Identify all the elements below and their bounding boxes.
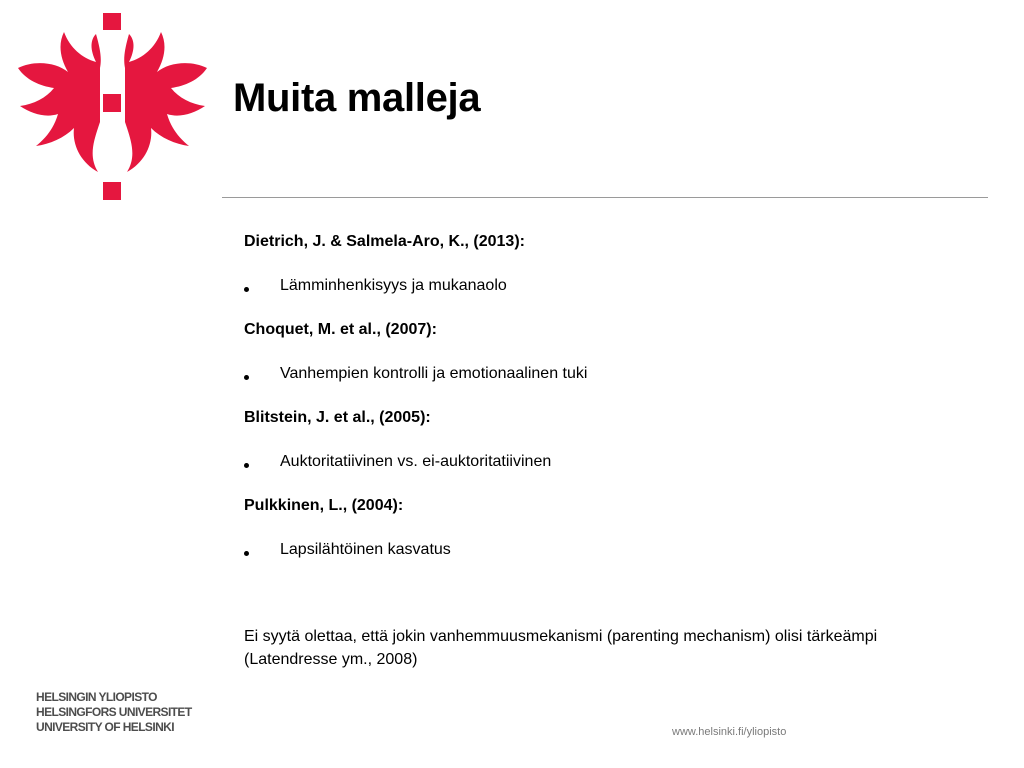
closing-note: Ei syytä olettaa, että jokin vanhemmuusmekanismi (parenting mechanism) olisi tärkeämpi (Latendresse ym., 2008) (244, 628, 878, 668)
bullet-dot-icon (244, 551, 249, 556)
bullet-text: Lapsilähtöinen kasvatus (280, 541, 451, 558)
university-name-en: UNIVERSITY OF HELSINKI (36, 720, 174, 734)
slide-title: Muita malleja (233, 76, 481, 120)
reference-bullet (244, 274, 984, 298)
reference-bullet (244, 450, 984, 474)
reference-bullet (244, 362, 984, 386)
reference-citation: Choquet, M. et al., (2007): (244, 321, 437, 338)
university-name-sv: HELSINGFORS UNIVERSITET (36, 705, 192, 719)
helsinki-flame-logo-icon (10, 10, 215, 205)
bullet-text: Auktoritatiivinen vs. ei-auktoritatiivinen (280, 453, 552, 470)
bullet-dot-icon (244, 375, 249, 380)
bullet-dot-icon (244, 287, 249, 292)
reference-list (244, 230, 984, 582)
university-name-block (36, 690, 192, 735)
university-url: www.helsinki.fi/yliopisto (672, 726, 787, 738)
bullet-text: Vanhempien kontrolli ja emotionaalinen tuki (280, 365, 588, 382)
reference-citation: Pulkkinen, L., (2004): (244, 497, 404, 514)
university-name-fi: HELSINGIN YLIOPISTO (36, 690, 157, 704)
reference-citation: Blitstein, J. et al., (2005): (244, 409, 431, 426)
reference-citation: Dietrich, J. & Salmela-Aro, K., (2013): (244, 233, 525, 250)
reference-bullet (244, 538, 984, 562)
bullet-dot-icon (244, 463, 249, 468)
bullet-text: Lämminhenkisyys ja mukanaolo (280, 277, 507, 294)
title-divider (222, 197, 988, 198)
